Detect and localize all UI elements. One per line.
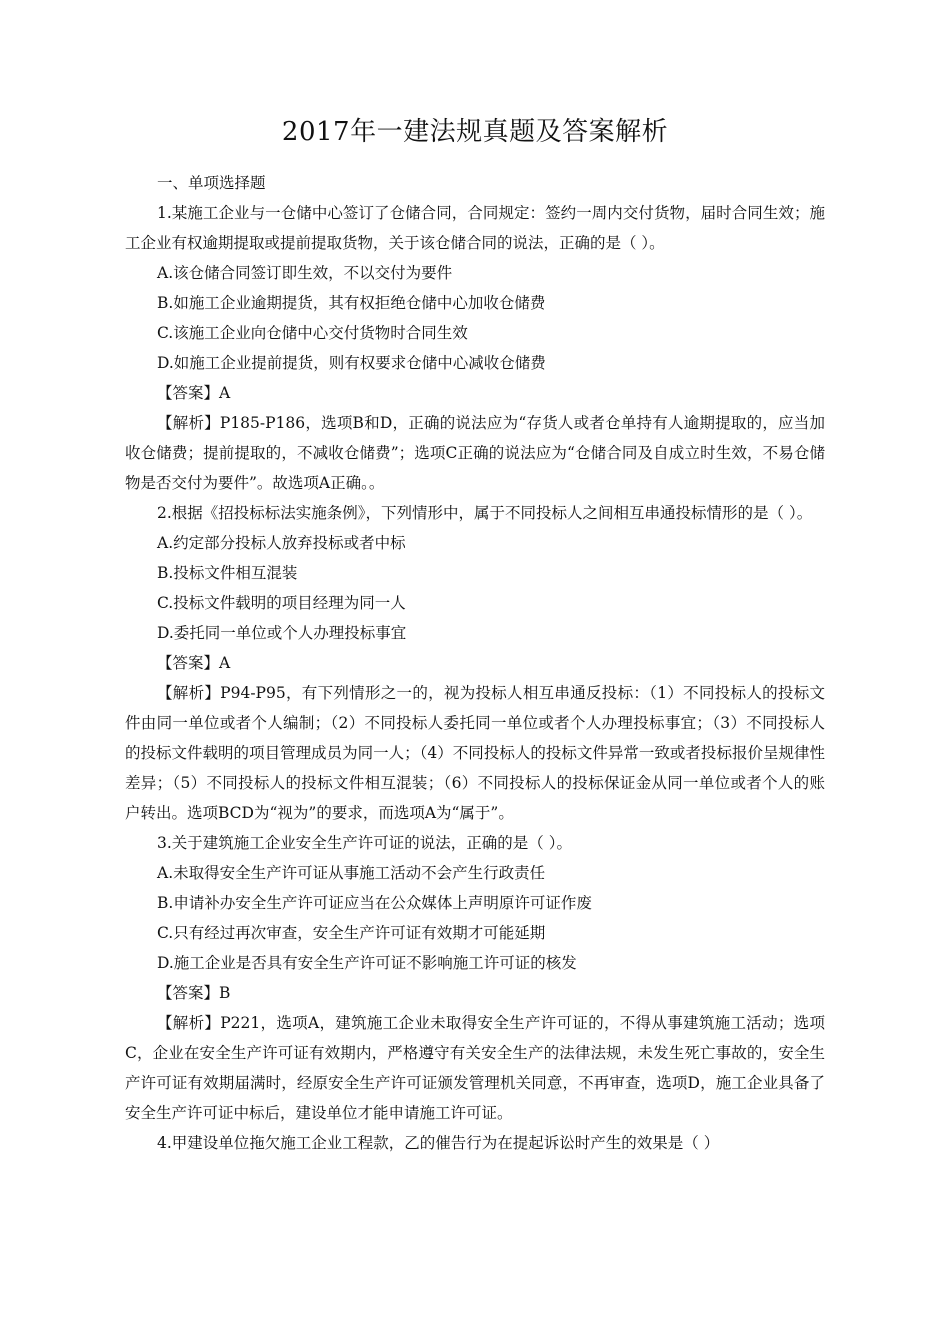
question-1-stem: 1.某施工企业与一仓储中心签订了仓储合同，合同规定：签约一周内交付货物，届时合同生效；施工企业有权逾期提取或提前提取货物，关于该仓储合同的说法，正确的是（ ）。 (125, 204, 825, 252)
question-2-option-a: A.约定部分投标人放弃投标或者中标 (157, 534, 406, 552)
question-3-option-b: B.申请补办安全生产许可证应当在公众媒体上声明原许可证作废 (157, 894, 592, 912)
document-body (125, 168, 825, 1158)
question-2-option-b: B.投标文件相互混装 (157, 564, 298, 582)
question-2-answer: 【答案】A (157, 654, 231, 672)
question-4-stem: 4.甲建设单位拖欠施工企业工程款，乙的催告行为在提起诉讼时产生的效果是（ ） (157, 1134, 720, 1152)
question-1-analysis: 【解析】P185-P186，选项B和D，正确的说法应为“存货人或者仓单持有人逾期提取的，应当加收仓储费；提前提取的，不减收仓储费”；选项C正确的说法应为“仓储合同及自成立时生效，不易仓储物是否交付为要件”。故选项A正确。。 (125, 414, 825, 492)
section-heading: 一、单项选择题 (157, 174, 266, 192)
question-1-option-b: B.如施工企业逾期提货，其有权拒绝仓储中心加收仓储费 (157, 294, 546, 312)
document-title: 2017年一建法规真题及答案解析 (281, 117, 669, 147)
question-3-option-c: C.只有经过再次审查，安全生产许可证有效期才可能延期 (157, 924, 546, 942)
question-2-analysis: 【解析】P94-P95，有下列情形之一的，视为投标人相互串通反投标：（1）不同投标人的投标文件由同一单位或者个人编制；（2）不同投标人委托同一单位或者个人办理投标事宜；（3）不同投标人的投标文件载明的项目管理成员为同一人；（4）不同投标人的投标文件异常一致或者投标报价呈规律性差异；（5）不同投标人的投标文件相互混装；（6）不同投标人的投标保证金从同一单位或者个人的账户转出。选项BCD为“视为”的要求，而选项A为“属于”。 (125, 684, 825, 822)
question-3-stem: 3.关于建筑施工企业安全生产许可证的说法，正确的是（ ）。 (157, 834, 572, 852)
question-3-answer: 【答案】B (157, 984, 231, 1002)
question-3-option-d: D.施工企业是否具有安全生产许可证不影响施工许可证的核发 (157, 954, 577, 972)
question-2-stem: 2.根据《招投标标法实施条例》，下列情形中，属于不同投标人之间相互串通投标情形的是（ ）。 (157, 504, 813, 522)
question-2-option-d: D.委托同一单位或个人办理投标事宜 (157, 624, 407, 642)
question-3-analysis: 【解析】P221，选项A，建筑施工企业未取得安全生产许可证的，不得从事建筑施工活动；选项C，企业在安全生产许可证有效期内，严格遵守有关安全生产的法律法规，未发生死亡事故的，安全生产许可证有效期届满时，经原安全生产许可证颁发管理机关同意，不再审查，选项D，施工企业具备了安全生产许可证中标后，建设单位才能申请施工许可证。 (125, 1014, 825, 1122)
question-3-option-a: A.未取得安全生产许可证从事施工活动不会产生行政责任 (157, 864, 546, 882)
question-1-option-a: A.该仓储合同签订即生效，不以交付为要件 (157, 264, 453, 282)
question-2-option-c: C.投标文件载明的项目经理为同一人 (157, 594, 406, 612)
question-1-option-d: D.如施工企业提前提货，则有权要求仓储中心减收仓储费 (157, 354, 546, 372)
question-1-option-c: C.该施工企业向仓储中心交付货物时合同生效 (157, 324, 468, 342)
question-1-answer: 【答案】A (157, 384, 231, 402)
